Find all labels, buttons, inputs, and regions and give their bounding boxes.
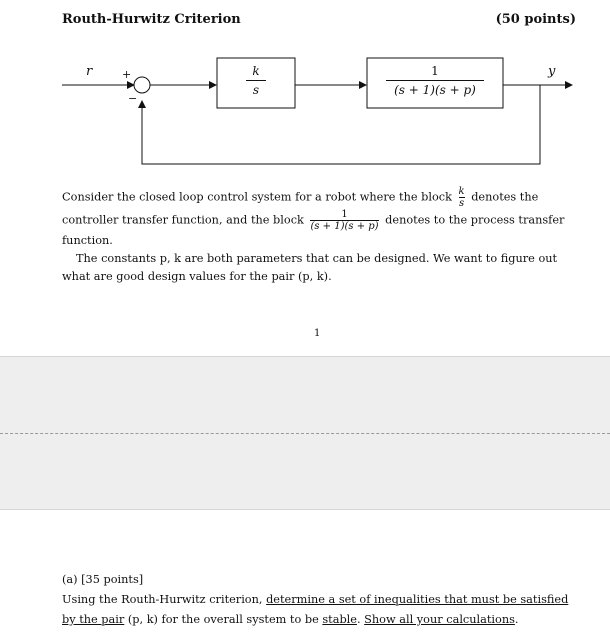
controller-numerator: k — [252, 64, 260, 78]
controller-denominator: s — [252, 83, 260, 97]
plus-sign: + — [122, 68, 132, 81]
page-number: 1 — [314, 328, 321, 339]
page-break-gap — [0, 356, 610, 510]
output-label: y — [548, 64, 556, 79]
problem-description — [62, 186, 580, 286]
inline-k: k — [458, 186, 465, 197]
points-label: (50 points) — [495, 12, 576, 27]
input-label: r — [86, 64, 93, 79]
part-a — [62, 570, 582, 630]
part-a-text: Using the Routh-Hurwitz criterion, determine a set of inequalities that must be satisfied by the pair (p, k) for the overall system to be stable. Show all your calculations. — [62, 593, 569, 626]
section-title: Routh-Hurwitz Criterion — [62, 12, 241, 27]
desc-text-2: denotes the controller transfer function, and the block — [62, 190, 539, 227]
part-a-text-2: determine a set of inequalities that must be satisfied by the pair — [62, 593, 569, 626]
inline-plant-den: (s + 1)(s + p) — [310, 221, 379, 232]
part-a-text-5: Show all your calculations — [364, 613, 515, 626]
desc-paragraph-2: The constants p, k are both parameters that can be designed. We want to figure out what are good design values for the pair (p, k). — [62, 252, 558, 283]
minus-sign: − — [128, 92, 138, 105]
plant-transfer-function — [386, 64, 484, 97]
block-diagram-lines — [0, 40, 610, 180]
controller-transfer-function — [246, 64, 266, 97]
part-a-text-3: (p, k) for the overall system to be — [127, 613, 319, 626]
inline-one: 1 — [341, 209, 348, 220]
block-diagram — [0, 40, 610, 180]
inline-s: s — [459, 198, 465, 209]
part-a-text-4: stable — [322, 613, 357, 626]
part-a-label: (a) [35 points] — [62, 573, 144, 586]
plant-numerator: 1 — [431, 64, 439, 78]
plant-denominator: (s + 1)(s + p) — [394, 83, 476, 97]
page-break-dashed-line — [0, 433, 610, 434]
inline-controller-fraction — [459, 186, 465, 209]
desc-text-3: denotes to the process transfer function. — [62, 213, 565, 247]
summing-junction — [134, 77, 150, 93]
part-a-text-1: Using the Routh-Hurwitz criterion, — [62, 593, 263, 606]
inline-plant-fraction — [310, 209, 378, 232]
desc-text-1: Consider the closed loop control system for a robot where the block — [62, 190, 452, 204]
